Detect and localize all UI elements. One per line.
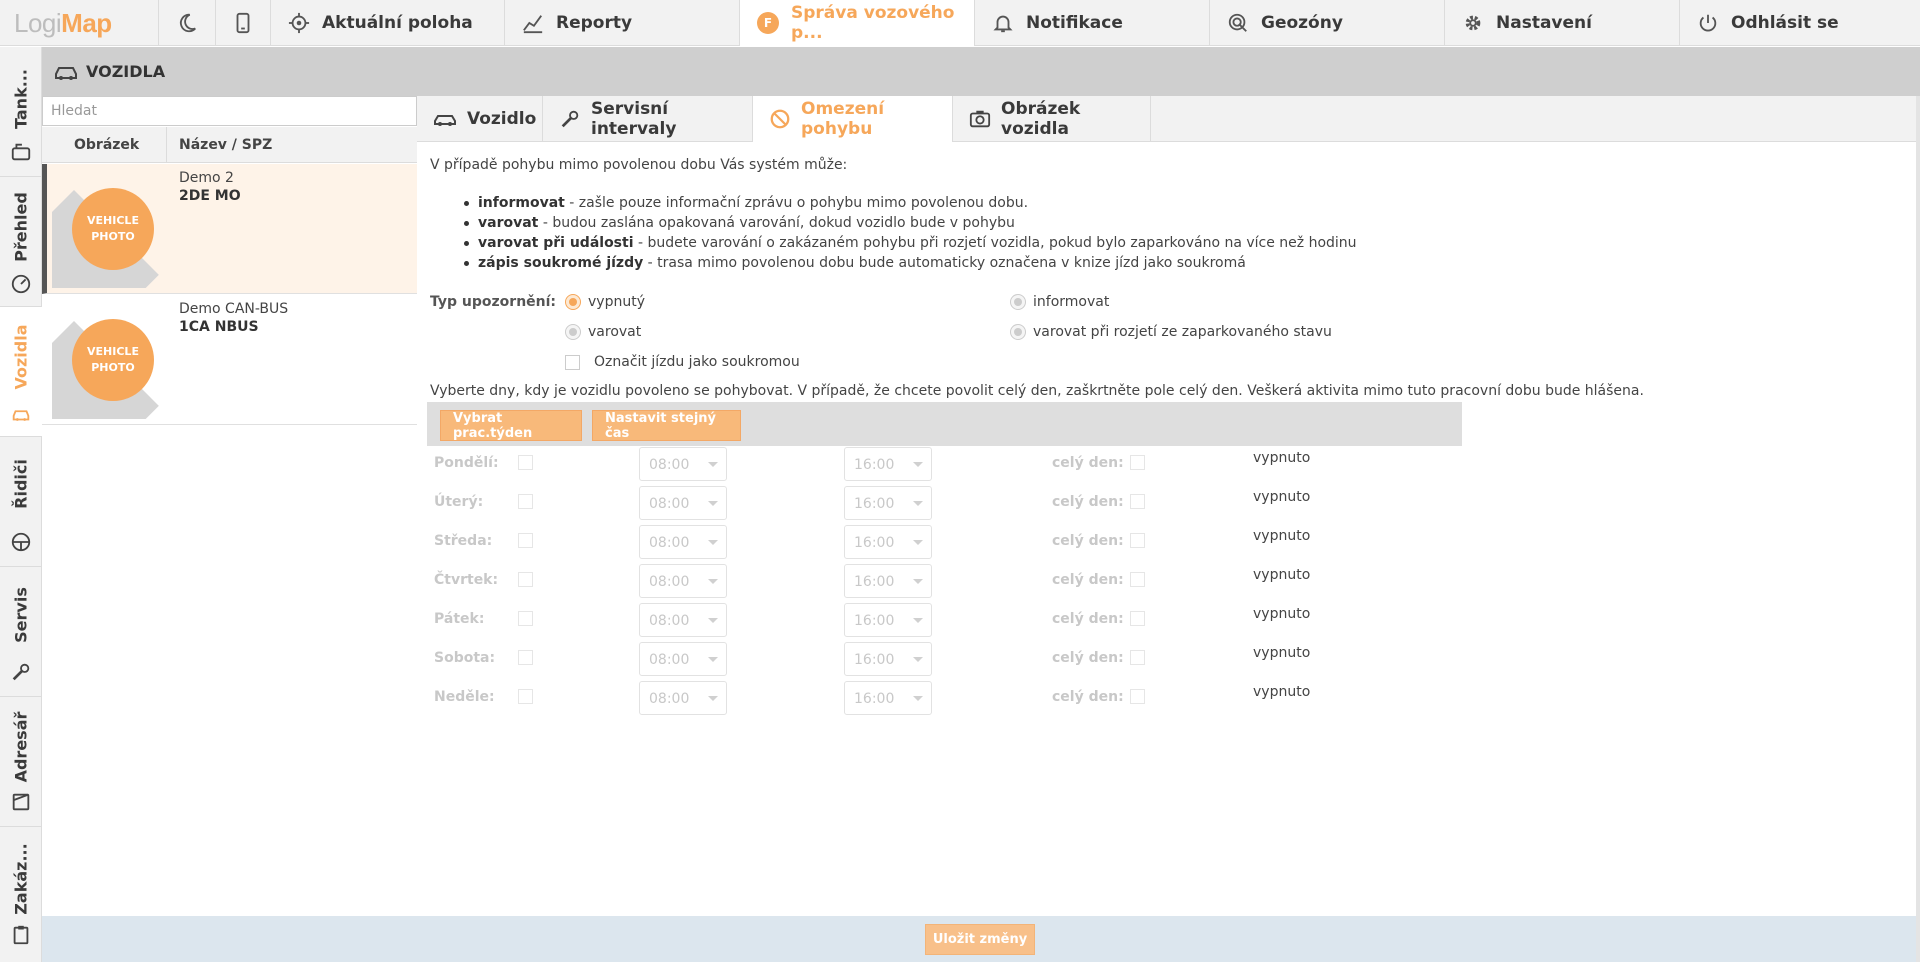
day-status: vypnuto <box>1253 684 1311 700</box>
allday-checkbox[interactable] <box>1130 572 1145 587</box>
chevron-down-icon <box>913 657 923 662</box>
tab-label: Servisní intervaly <box>591 99 677 139</box>
logo[interactable] <box>0 0 159 46</box>
table-row <box>430 642 1530 681</box>
to-time-select[interactable]: 16:00 <box>844 486 932 520</box>
day-status: vypnuto <box>1253 567 1311 583</box>
day-checkbox[interactable] <box>518 455 533 470</box>
day-label: Pondělí: <box>434 455 499 471</box>
left-sidebar <box>0 47 42 962</box>
day-label: Středa: <box>434 533 493 549</box>
day-status: vypnuto <box>1253 528 1311 544</box>
footer-bar <box>42 916 1916 962</box>
select-workweek-button[interactable]: Vybrat prac.týden <box>440 410 582 441</box>
nav-label: Reporty <box>556 13 633 33</box>
options-description-list <box>478 193 1357 273</box>
tab-label: Omezení pohybu <box>801 99 885 139</box>
day-label: Pátek: <box>434 611 485 627</box>
day-status: vypnuto <box>1253 489 1311 505</box>
allday-label: celý den: <box>1052 689 1124 705</box>
detail-tabs <box>417 96 1916 142</box>
camera-icon <box>969 108 991 130</box>
geozone-icon <box>1227 12 1249 34</box>
tab-vehicle[interactable] <box>417 96 543 142</box>
day-checkbox[interactable] <box>518 494 533 509</box>
chevron-down-icon <box>708 540 718 545</box>
save-changes-button[interactable]: Uložit změny <box>925 924 1035 955</box>
table-row <box>430 564 1530 603</box>
allday-label: celý den: <box>1052 611 1124 627</box>
car-icon <box>54 62 78 82</box>
wrench-icon <box>10 661 32 683</box>
chevron-down-icon <box>913 462 923 467</box>
book-icon <box>10 791 32 813</box>
day-status: vypnuto <box>1253 606 1311 622</box>
to-time-select[interactable]: 16:00 <box>844 603 932 637</box>
crosshair-icon <box>288 12 310 34</box>
allday-checkbox[interactable] <box>1130 455 1145 470</box>
to-time-select[interactable]: 16:00 <box>844 564 932 598</box>
wrench-icon <box>559 108 581 130</box>
clipboard-icon <box>10 924 32 946</box>
col-name-header[interactable]: Název / SPZ <box>179 137 273 153</box>
sidebar-item-orders[interactable] <box>0 827 42 962</box>
search-input[interactable] <box>42 96 417 126</box>
allday-checkbox[interactable] <box>1130 611 1145 626</box>
chevron-down-icon <box>913 618 923 623</box>
steering-wheel-icon <box>10 531 32 553</box>
day-label: Sobota: <box>434 650 496 666</box>
gauge-icon <box>10 273 32 295</box>
from-time-select[interactable]: 08:00 <box>639 447 727 481</box>
day-label: Neděle: <box>434 689 495 705</box>
sidebar-item-overview[interactable] <box>0 177 42 307</box>
list-item: varovat při události - budete varování o zakázaném pohybu při rozjetí vozidla, pokud bylo zaparkováno na více než hodinu <box>478 235 1357 251</box>
sidebar-item-drivers[interactable] <box>0 437 42 567</box>
prohibited-icon <box>769 108 791 130</box>
nav-label: Nastavení <box>1496 13 1592 33</box>
car-icon <box>10 403 32 425</box>
table-row <box>430 603 1530 642</box>
from-time-select[interactable]: 08:00 <box>639 681 727 715</box>
chevron-down-icon <box>708 501 718 506</box>
sidebar-item-address-book[interactable] <box>0 697 42 827</box>
power-icon <box>1697 12 1719 34</box>
list-item: zápis soukromé jízdy - trasa mimo povolenou dobu bude automaticky označena v knize jízd jako soukromá <box>478 253 1357 273</box>
logo-part2: Map <box>61 7 112 38</box>
vehicle-name: Demo 2 <box>179 170 234 186</box>
schedule-toolbar <box>427 402 1462 446</box>
top-navbar <box>0 0 1920 46</box>
alert-type-label: Typ upozornění: <box>430 294 557 310</box>
table-row <box>430 486 1530 525</box>
day-status: vypnuto <box>1253 450 1311 466</box>
fleet-badge-icon <box>757 12 779 34</box>
nav-label: Notifikace <box>1026 13 1123 33</box>
sidebar-item-label: Vozidla <box>11 324 31 390</box>
nav-label: Odhlásit se <box>1731 13 1839 33</box>
set-same-time-button[interactable]: Nastavit stejný čas <box>592 410 741 441</box>
allday-label: celý den: <box>1052 533 1124 549</box>
tab-label: Vozidlo <box>467 109 537 129</box>
sidebar-item-label: Řidiči <box>11 459 31 509</box>
radio-warn-on-start[interactable]: varovat při rozjetí ze zaparkovaného stavu <box>1010 324 1332 340</box>
private-trip-checkbox[interactable]: Označit jízdu jako soukromou <box>565 354 800 370</box>
sidebar-item-label: Tank... <box>11 69 31 129</box>
list-item[interactable] <box>42 164 417 294</box>
list-item: varovat - budou zaslána opakovaná varování, dokud vozidlo bude v pohybu <box>478 213 1357 233</box>
nav-geozones[interactable] <box>1210 0 1445 46</box>
list-header <box>42 127 417 163</box>
allday-label: celý den: <box>1052 572 1124 588</box>
sidebar-item-label: Přehled <box>11 192 31 262</box>
nav-label: Správa vozového p... <box>791 3 955 43</box>
tab-label: Obrázek vozidla <box>1001 99 1081 139</box>
sidebar-item-vehicles[interactable] <box>0 307 42 437</box>
car-icon <box>433 110 457 128</box>
tab-service-intervals[interactable] <box>543 96 753 142</box>
nav-logout[interactable] <box>1680 0 1915 46</box>
day-checkbox[interactable] <box>518 650 533 665</box>
phone-icon <box>232 12 254 34</box>
days-intro-text: Vyberte dny, kdy je vozidlu povoleno se pohybovat. V případě, že chcete povolit celý den, zaškrtněte pole celý den. Veškerá aktivita mimo tuto pracovní dobu bude hlášena. <box>430 383 1644 399</box>
vehicle-plate: 2DE MO <box>179 188 241 204</box>
radio-off[interactable]: vypnutý <box>565 294 645 310</box>
nav-reports[interactable] <box>505 0 740 46</box>
list-item[interactable] <box>42 295 417 425</box>
fleet-badge: F <box>757 12 779 34</box>
nav-label: Geozóny <box>1261 13 1343 33</box>
table-row <box>430 681 1530 720</box>
section-title: VOZIDLA <box>86 62 166 81</box>
to-time-select[interactable]: 16:00 <box>844 447 932 481</box>
tab-vehicle-image[interactable] <box>953 96 1151 142</box>
vehicle-plate: 1CA NBUS <box>179 319 259 335</box>
nav-notifications[interactable] <box>975 0 1210 46</box>
day-label: Úterý: <box>434 494 484 510</box>
from-time-select[interactable]: 08:00 <box>639 525 727 559</box>
nav-label: Aktuální poloha <box>322 13 473 33</box>
table-row <box>430 447 1530 486</box>
gear-icon <box>1462 12 1484 34</box>
allday-label: celý den: <box>1052 650 1124 666</box>
allday-checkbox[interactable] <box>1130 533 1145 548</box>
chevron-down-icon <box>913 501 923 506</box>
chevron-down-icon <box>708 579 718 584</box>
chevron-down-icon <box>708 618 718 623</box>
from-time-select[interactable]: 08:00 <box>639 486 727 520</box>
to-time-select[interactable]: 16:00 <box>844 642 932 676</box>
tab-movement-restriction[interactable] <box>753 96 953 142</box>
chevron-down-icon <box>913 579 923 584</box>
chevron-down-icon <box>708 657 718 662</box>
fuel-icon <box>10 141 32 163</box>
sidebar-item-label: Zakáz... <box>11 843 31 915</box>
sidebar-item-service[interactable] <box>0 567 42 697</box>
scrollbar-track[interactable] <box>1916 96 1920 962</box>
mobile-app-button[interactable] <box>216 0 271 46</box>
day-checkbox[interactable] <box>518 689 533 704</box>
from-time-select[interactable]: 08:00 <box>639 642 727 676</box>
table-row <box>430 525 1530 564</box>
intro-text: V případě pohybu mimo povolenou dobu Vás systém může: <box>430 157 848 173</box>
night-mode-button[interactable] <box>159 0 216 46</box>
day-checkbox[interactable] <box>518 572 533 587</box>
section-header <box>42 47 1920 96</box>
from-time-select[interactable]: 08:00 <box>639 603 727 637</box>
chevron-down-icon <box>708 462 718 467</box>
allday-label: celý den: <box>1052 494 1124 510</box>
to-time-select[interactable]: 16:00 <box>844 681 932 715</box>
to-time-select[interactable]: 16:00 <box>844 525 932 559</box>
allday-label: celý den: <box>1052 455 1124 471</box>
vehicle-photo: VEHICLE PHOTO <box>52 170 167 288</box>
chevron-down-icon <box>708 696 718 701</box>
col-image-header[interactable]: Obrázek <box>42 127 167 162</box>
radio-inform[interactable]: informovat <box>1010 294 1109 310</box>
vehicle-photo: VEHICLE PHOTO <box>52 301 167 419</box>
moon-icon <box>176 12 198 34</box>
day-status: vypnuto <box>1253 645 1311 661</box>
allday-checkbox[interactable] <box>1130 494 1145 509</box>
vehicle-name: Demo CAN-BUS <box>179 301 289 317</box>
day-checkbox[interactable] <box>518 611 533 626</box>
vehicle-list <box>42 96 417 916</box>
sidebar-item-tank[interactable] <box>0 47 42 177</box>
bell-icon <box>992 12 1014 34</box>
chevron-down-icon <box>913 696 923 701</box>
sidebar-item-label: Servis <box>11 587 31 643</box>
nav-current-position[interactable] <box>271 0 505 46</box>
nav-fleet-management[interactable] <box>740 0 975 46</box>
allday-checkbox[interactable] <box>1130 689 1145 704</box>
sidebar-item-label: Adresář <box>11 711 31 783</box>
list-item: informovat - zašle pouze informační zprávu o pohybu mimo povolenou dobu. <box>478 193 1357 213</box>
from-time-select[interactable]: 08:00 <box>639 564 727 598</box>
chevron-down-icon <box>913 540 923 545</box>
logo-part1: Logi <box>14 7 62 38</box>
radio-warn[interactable]: varovat <box>565 324 641 340</box>
line-chart-icon <box>522 12 544 34</box>
day-checkbox[interactable] <box>518 533 533 548</box>
allday-checkbox[interactable] <box>1130 650 1145 665</box>
day-label: Čtvrtek: <box>434 572 499 588</box>
nav-settings[interactable] <box>1445 0 1680 46</box>
